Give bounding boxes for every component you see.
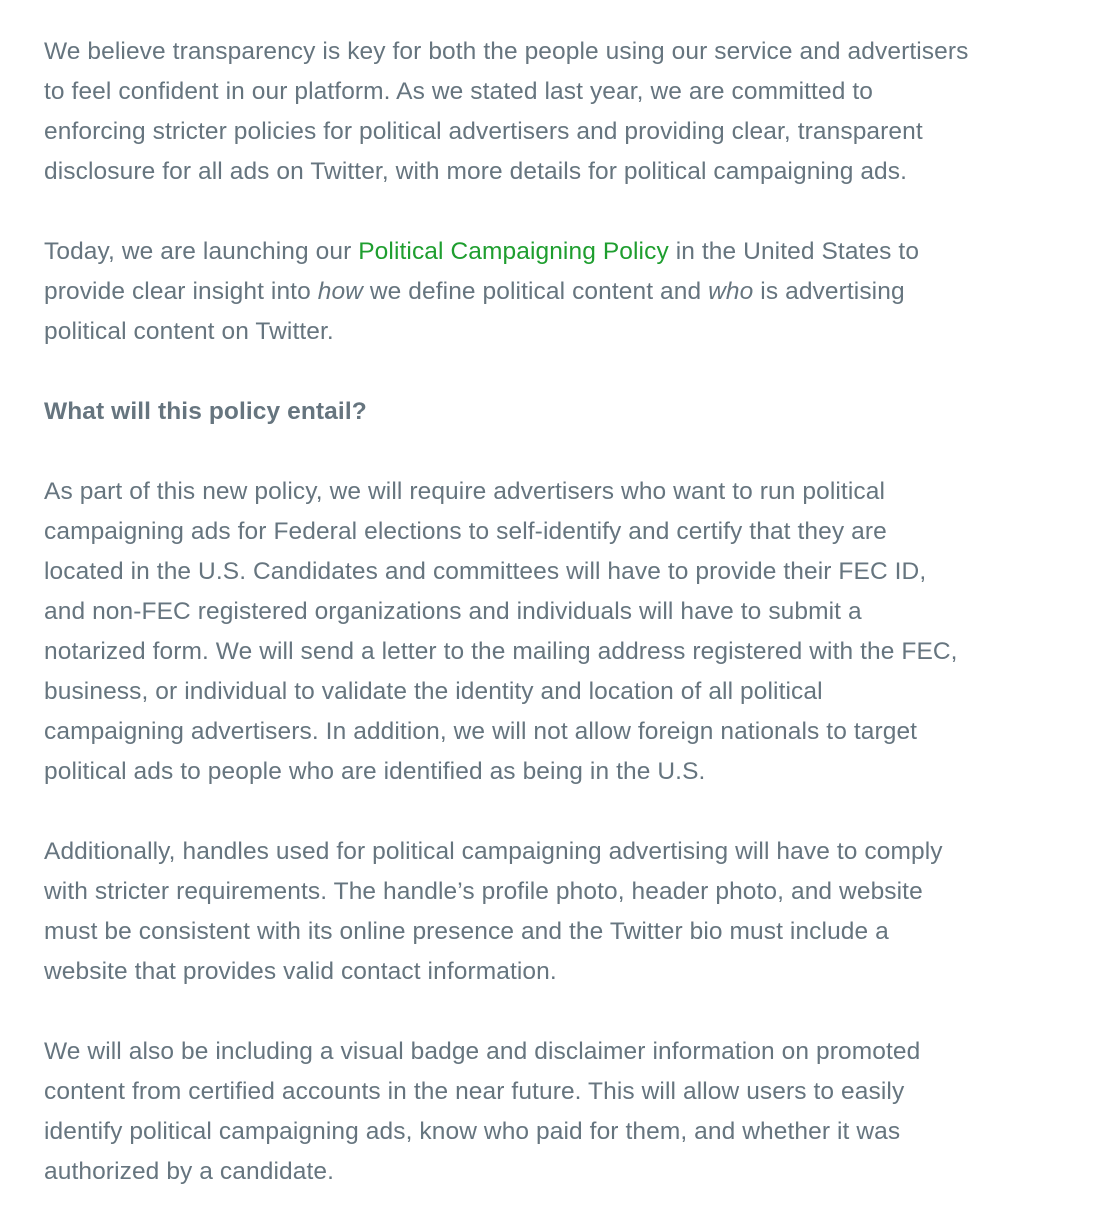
paragraph-badge xyxy=(44,1032,1099,1192)
text-line: disclosure for all ads on Twitter, with more details for political campaigning ads. xyxy=(44,158,908,185)
text-line: political ads to people who are identified as being in the U.S. xyxy=(44,758,706,785)
text-line: and non-FEC registered organizations and individuals will have to submit a xyxy=(44,598,862,625)
text-line: campaigning advertisers. In addition, we will not allow foreign nationals to target xyxy=(44,718,918,745)
paragraph-transparency xyxy=(44,32,1099,192)
emphasis-who: who xyxy=(708,278,754,305)
paragraph-handles xyxy=(44,832,1099,992)
emphasis-how: how xyxy=(317,278,363,305)
text-line: We will also be including a visual badge and disclaimer information on promoted xyxy=(44,1038,921,1065)
text-segment: in the United States to xyxy=(668,238,920,265)
text-line: authorized by a candidate. xyxy=(44,1158,334,1185)
text-line: Additionally, handles used for political campaigning advertising will have to comply xyxy=(44,838,943,865)
text-line: campaigning ads for Federal elections to self-identify and certify that they are xyxy=(44,518,887,545)
political-campaigning-policy-link[interactable]: Political Campaigning Policy xyxy=(358,238,669,265)
text-line: must be consistent with its online presence and the Twitter bio must include a xyxy=(44,918,889,945)
text-line: business, or individual to validate the identity and location of all political xyxy=(44,678,823,705)
section-heading: What will this policy entail? xyxy=(44,398,367,425)
text-line: As part of this new policy, we will require advertisers who want to run political xyxy=(44,478,886,505)
text-line: with stricter requirements. The handle’s profile photo, header photo, and website xyxy=(44,878,923,905)
text-line: notarized form. We will send a letter to the mailing address registered with the FEC, xyxy=(44,638,958,665)
text-segment: we define political content and xyxy=(362,278,709,305)
text-line: to feel confident in our platform. As we stated last year, we are committed to xyxy=(44,78,873,105)
text-segment: Today, we are launching our xyxy=(44,238,359,265)
paragraph-requirements xyxy=(44,472,1099,792)
paragraph-launch xyxy=(44,232,1099,352)
text-segment: is advertising xyxy=(753,278,905,305)
text-line: identify political campaigning ads, know who paid for them, and whether it was xyxy=(44,1118,901,1145)
text-line: content from certified accounts in the near future. This will allow users to easily xyxy=(44,1078,905,1105)
text-segment: provide clear insight into xyxy=(44,278,318,305)
text-line: website that provides valid contact information. xyxy=(44,958,557,985)
text-line: located in the U.S. Candidates and committees will have to provide their FEC ID, xyxy=(44,558,927,585)
text-line: political content on Twitter. xyxy=(44,318,334,345)
article-body xyxy=(44,32,1099,1232)
text-line: We believe transparency is key for both the people using our service and advertisers xyxy=(44,38,969,65)
text-line: enforcing stricter policies for political advertisers and providing clear, transparent xyxy=(44,118,923,145)
